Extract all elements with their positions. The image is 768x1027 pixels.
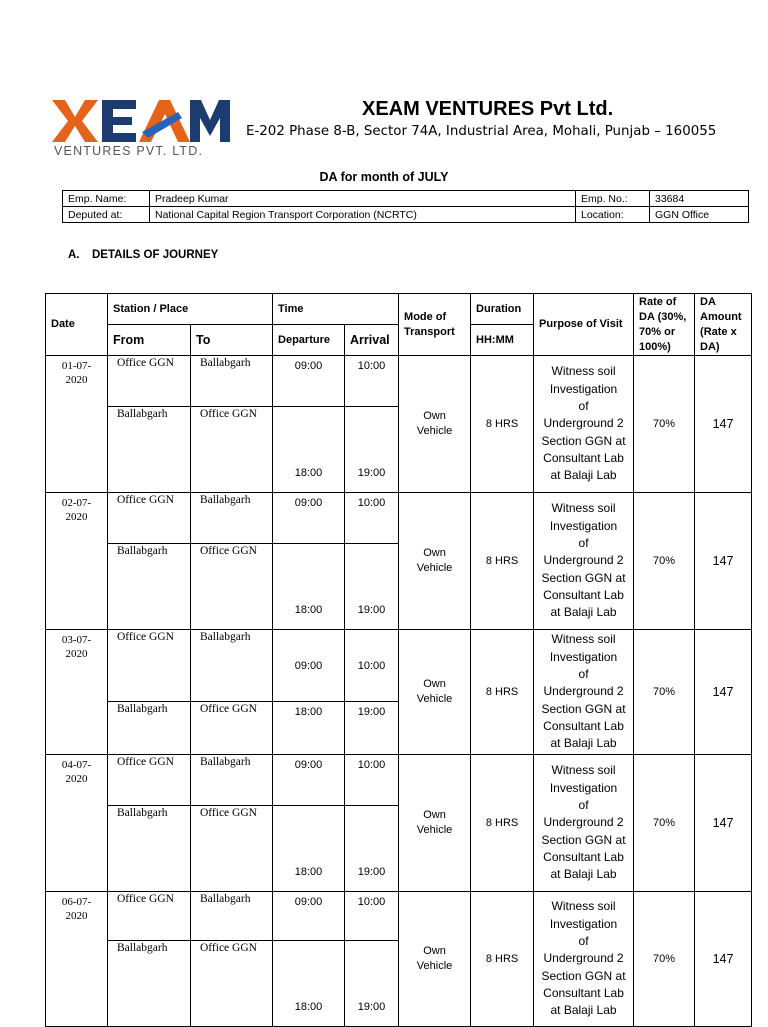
purpose-cell <box>534 493 634 630</box>
departure-cell: 18:00 <box>273 702 345 755</box>
journey-row <box>46 892 752 941</box>
header-mode <box>399 294 471 356</box>
from-cell: Ballabgarh <box>108 941 191 1027</box>
mode-line1: Own <box>423 547 446 559</box>
header-purpose: Purpose of Visit <box>534 294 634 356</box>
rate-cell: 70% <box>634 630 695 755</box>
mode-cell <box>399 892 471 1027</box>
section-number: A. <box>68 249 80 261</box>
header-rate-line3: 70% or <box>639 325 676 338</box>
purpose-cell <box>534 755 634 892</box>
header-amount-line3: (Rate x <box>700 325 737 338</box>
purpose-line: Consultant Lab <box>543 718 624 733</box>
document-title: DA for month of JULY <box>319 170 449 184</box>
employee-info-table <box>62 190 749 223</box>
mode-line2: Vehicle <box>416 425 453 437</box>
arrival-cell: 19:00 <box>345 702 399 755</box>
header-amount-line4: DA) <box>700 340 720 353</box>
arrival-cell: 19:00 <box>345 806 399 892</box>
arrival-cell: 10:00 <box>345 356 399 407</box>
to-cell: Ballabgarh <box>191 755 273 806</box>
company-logo <box>52 98 230 160</box>
header-mode-line2: Transport <box>404 325 455 338</box>
header-station: Station / Place <box>108 294 273 325</box>
to-cell: Office GGN <box>191 702 273 755</box>
from-cell: Ballabgarh <box>108 544 191 630</box>
date-cell <box>46 356 108 493</box>
from-cell: Ballabgarh <box>108 806 191 892</box>
date-cell <box>46 630 108 755</box>
rate-cell: 70% <box>634 755 695 892</box>
departure-cell: 09:00 <box>273 630 345 702</box>
header-date: Date <box>46 294 108 356</box>
arrival-cell: 10:00 <box>345 493 399 544</box>
rate-cell: 70% <box>634 892 695 1027</box>
logo-subtitle: VENTURES PVT. LTD. <box>54 144 204 158</box>
journey-row <box>46 755 752 806</box>
header-rate <box>634 294 695 356</box>
purpose-line: Witness soil <box>551 899 616 914</box>
arrival-cell: 19:00 <box>345 407 399 493</box>
purpose-line: Investigation <box>549 916 618 931</box>
mode-line1: Own <box>423 809 446 821</box>
duration-cell: 8 HRS <box>471 493 534 630</box>
mode-cell <box>399 356 471 493</box>
deputed-value: National Capital Region Transport Corporation (NCRTC) <box>150 207 576 223</box>
to-cell: Office GGN <box>191 544 273 630</box>
date-cell <box>46 755 108 892</box>
mode-line2: Vehicle <box>416 693 453 705</box>
purpose-line: of <box>578 399 589 414</box>
rate-cell: 70% <box>634 493 695 630</box>
purpose-line: Section GGN at <box>541 832 626 847</box>
mode-cell <box>399 755 471 892</box>
emp-name-value: Pradeep Kumar <box>150 191 576 207</box>
purpose-line: Witness soil <box>551 501 616 516</box>
to-cell: Office GGN <box>191 407 273 493</box>
header-arrival: Arrival <box>345 325 399 356</box>
date-cell <box>46 493 108 630</box>
duration-cell: 8 HRS <box>471 755 534 892</box>
header-rate-line2: DA (30%, <box>639 310 687 323</box>
departure-cell: 09:00 <box>273 356 345 407</box>
deputed-label: Deputed at: <box>63 207 150 223</box>
purpose-line: at Balaji Lab <box>550 605 617 620</box>
mode-line1: Own <box>423 678 446 690</box>
purpose-line: Witness soil <box>551 632 616 647</box>
purpose-line: Underground 2 <box>543 951 624 966</box>
purpose-line: Investigation <box>549 649 618 664</box>
header-amount-line1: DA <box>700 295 716 308</box>
header-time: Time <box>273 294 399 325</box>
header-from: From <box>108 325 191 356</box>
purpose-line: of <box>578 536 589 551</box>
location-label: Location: <box>576 207 650 223</box>
duration-cell: 8 HRS <box>471 630 534 755</box>
mode-line2: Vehicle <box>416 824 453 836</box>
purpose-line: of <box>578 667 589 682</box>
from-cell: Office GGN <box>108 356 191 407</box>
emp-no-label: Emp. No.: <box>576 191 650 207</box>
company-address: E-202 Phase 8-B, Sector 74A, Industrial Area, Mohali, Punjab – 160055 <box>246 124 717 139</box>
header-amount <box>695 294 752 356</box>
header-amount-line2: Amount <box>700 310 742 323</box>
date-line1: 06-07- <box>61 896 92 908</box>
to-cell: Office GGN <box>191 941 273 1027</box>
from-cell: Office GGN <box>108 892 191 941</box>
purpose-line: Witness soil <box>551 364 616 379</box>
emp-name-label: Emp. Name: <box>63 191 150 207</box>
to-cell: Ballabgarh <box>191 892 273 941</box>
mode-cell <box>399 630 471 755</box>
header-to: To <box>191 325 273 356</box>
departure-cell: 18:00 <box>273 407 345 493</box>
purpose-line: Consultant Lab <box>543 849 624 864</box>
journey-row <box>46 493 752 544</box>
date-line1: 03-07- <box>61 634 92 646</box>
duration-cell: 8 HRS <box>471 356 534 493</box>
amount-cell: 147 <box>695 892 752 1027</box>
purpose-line: of <box>578 798 589 813</box>
header-rate-line4: 100%) <box>639 340 671 353</box>
from-cell: Office GGN <box>108 630 191 702</box>
purpose-cell <box>534 356 634 493</box>
purpose-line: Witness soil <box>551 763 616 778</box>
arrival-cell: 10:00 <box>345 630 399 702</box>
employee-row-2 <box>63 207 749 223</box>
purpose-line: Consultant Lab <box>543 450 624 465</box>
purpose-line: Section GGN at <box>541 433 626 448</box>
location-value: GGN Office <box>650 207 749 223</box>
purpose-line: of <box>578 934 589 949</box>
departure-cell: 09:00 <box>273 892 345 941</box>
purpose-line: Underground 2 <box>543 553 624 568</box>
purpose-line: Section GGN at <box>541 701 626 716</box>
purpose-line: Consultant Lab <box>543 985 624 1000</box>
mode-line1: Own <box>423 410 446 422</box>
mode-line2: Vehicle <box>416 562 453 574</box>
purpose-line: at Balaji Lab <box>550 736 617 751</box>
arrival-cell: 10:00 <box>345 892 399 941</box>
departure-cell: 18:00 <box>273 941 345 1027</box>
purpose-line: at Balaji Lab <box>550 1003 617 1018</box>
purpose-line: Investigation <box>549 381 618 396</box>
xeam-logo-mark <box>52 98 230 144</box>
arrival-cell: 10:00 <box>345 755 399 806</box>
date-cell <box>46 892 108 1027</box>
header-mode-line1: Mode of <box>404 310 447 323</box>
journey-row <box>46 356 752 407</box>
date-line1: 01-07- <box>61 360 92 372</box>
from-cell: Ballabgarh <box>108 702 191 755</box>
company-name: XEAM VENTURES Pvt Ltd. <box>362 98 614 120</box>
header-departure: Departure <box>273 325 345 356</box>
section-title: DETAILS OF JOURNEY <box>92 249 219 261</box>
purpose-cell <box>534 630 634 755</box>
purpose-line: Investigation <box>549 780 618 795</box>
mode-cell <box>399 493 471 630</box>
arrival-cell: 19:00 <box>345 941 399 1027</box>
amount-cell: 147 <box>695 630 752 755</box>
departure-cell: 18:00 <box>273 544 345 630</box>
duration-cell: 8 HRS <box>471 892 534 1027</box>
rate-cell: 70% <box>634 356 695 493</box>
header-duration-unit: HH:MM <box>471 325 534 356</box>
departure-cell: 09:00 <box>273 755 345 806</box>
purpose-line: Underground 2 <box>543 416 624 431</box>
purpose-line: Underground 2 <box>543 815 624 830</box>
journey-row <box>46 630 752 702</box>
section-heading <box>68 249 218 261</box>
to-cell: Office GGN <box>191 806 273 892</box>
header-rate-line1: Rate of <box>639 295 677 308</box>
employee-row-1 <box>63 191 749 207</box>
purpose-line: at Balaji Lab <box>550 867 617 882</box>
header-duration: Duration <box>471 294 534 325</box>
purpose-line: at Balaji Lab <box>550 468 617 483</box>
emp-no-value: 33684 <box>650 191 749 207</box>
date-line2: 2020 <box>65 374 88 386</box>
purpose-line: Section GGN at <box>541 570 626 585</box>
journey-table <box>45 293 752 1027</box>
departure-cell: 09:00 <box>273 493 345 544</box>
date-line2: 2020 <box>65 648 88 660</box>
to-cell: Ballabgarh <box>191 493 273 544</box>
date-line1: 04-07- <box>61 759 92 771</box>
purpose-line: Section GGN at <box>541 968 626 983</box>
amount-cell: 147 <box>695 755 752 892</box>
date-line2: 2020 <box>65 773 88 785</box>
arrival-cell: 19:00 <box>345 544 399 630</box>
purpose-line: Underground 2 <box>543 684 624 699</box>
purpose-line: Investigation <box>549 518 618 533</box>
from-cell: Office GGN <box>108 755 191 806</box>
purpose-line: Consultant Lab <box>543 587 624 602</box>
mode-line1: Own <box>423 945 446 957</box>
date-line1: 02-07- <box>61 497 92 509</box>
date-line2: 2020 <box>65 910 88 922</box>
departure-cell: 18:00 <box>273 806 345 892</box>
from-cell: Ballabgarh <box>108 407 191 493</box>
mode-line2: Vehicle <box>416 960 453 972</box>
from-cell: Office GGN <box>108 493 191 544</box>
to-cell: Ballabgarh <box>191 356 273 407</box>
purpose-cell <box>534 892 634 1027</box>
header-row-1 <box>46 294 752 325</box>
amount-cell: 147 <box>695 493 752 630</box>
amount-cell: 147 <box>695 356 752 493</box>
date-line2: 2020 <box>65 511 88 523</box>
to-cell: Ballabgarh <box>191 630 273 702</box>
